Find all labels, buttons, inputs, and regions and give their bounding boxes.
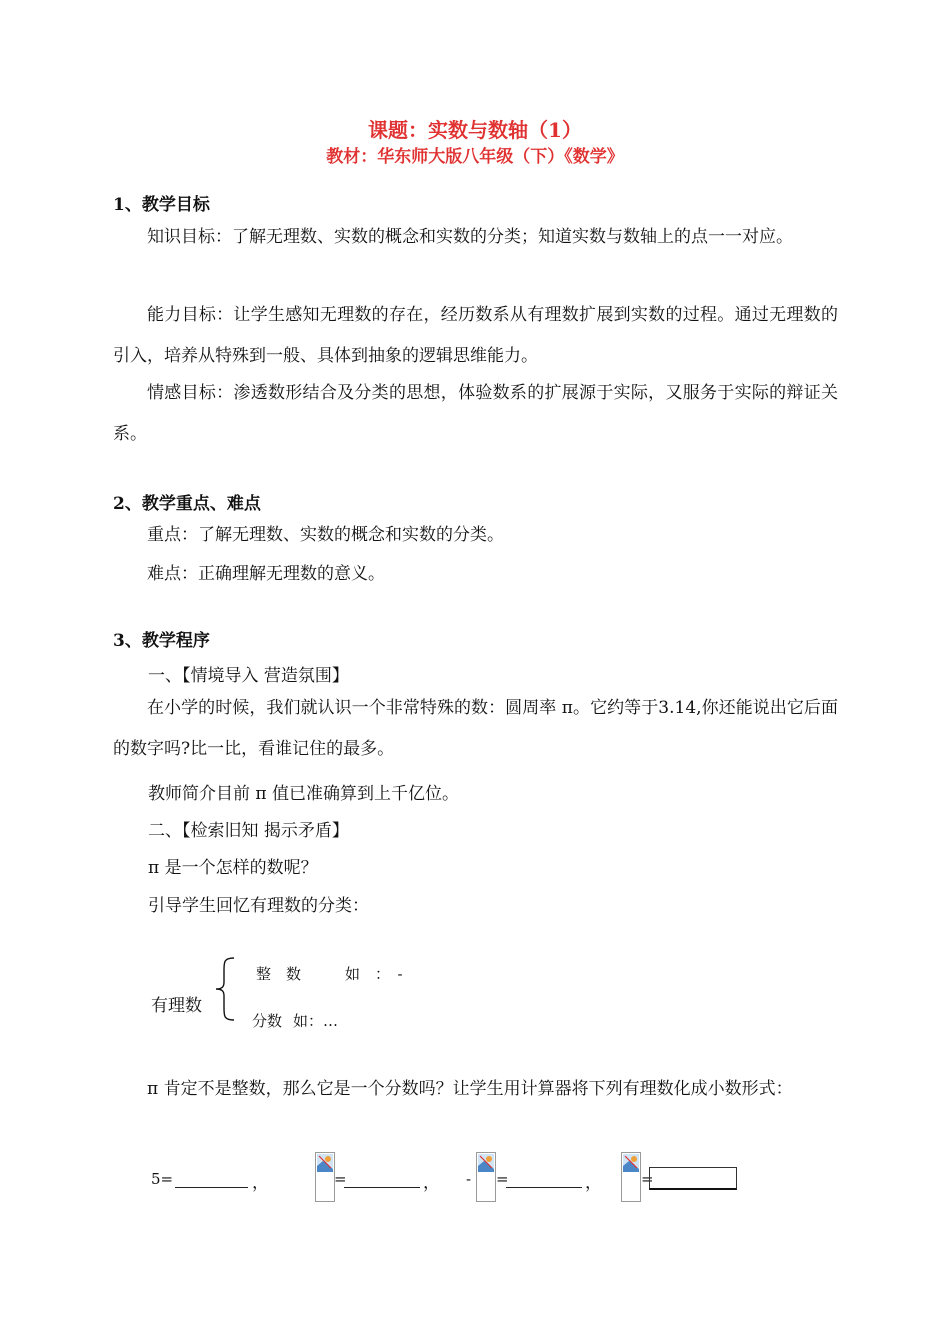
fraction-image-placeholder — [621, 1152, 641, 1202]
answer-blank[interactable] — [175, 1187, 248, 1188]
minus-sign: - — [466, 1170, 472, 1188]
comma: ， — [252, 1173, 269, 1193]
exercise-item-1: 5= — [151, 1170, 174, 1188]
section-heading-keypoints: 2、教学重点、难点 — [113, 494, 261, 514]
broken-image-icon — [478, 1154, 494, 1172]
paragraph-key-point: 重点：了解无理数、实数的概念和实数的分类。 — [147, 525, 504, 545]
fraction-image-placeholder — [476, 1152, 496, 1202]
broken-image-icon — [317, 1154, 333, 1172]
page-title: 课题：实数与数轴（1） — [368, 118, 582, 142]
page-subtitle: 教材：华东师大版八年级（下）《数学》 — [326, 147, 624, 167]
fraction-example: 如：… — [293, 1012, 339, 1030]
section-heading-procedure: 3、教学程序 — [113, 631, 210, 651]
paragraph-difficulty: 难点：正确理解无理数的意义。 — [147, 564, 385, 584]
comma: ， — [585, 1173, 602, 1193]
answer-blank[interactable] — [344, 1187, 420, 1188]
paragraph-emotion-goal: 情感目标：渗透数形结合及分类的思想，体验数系的扩展源于实际，又服务于实际的辩证关系。 — [113, 383, 838, 444]
step-one-heading: 一、【情境导入 营造氛围】 — [148, 666, 349, 686]
equals-sign: = — [334, 1170, 347, 1188]
broken-image-icon — [623, 1154, 639, 1172]
fraction-label: 分数 — [252, 1012, 283, 1030]
question-pi: π 是一个怎样的数呢？ — [148, 858, 318, 878]
fraction-image-placeholder — [315, 1152, 335, 1202]
answer-box[interactable] — [649, 1167, 737, 1190]
paragraph-ability-goal: 能力目标：让学生感知无理数的存在，经历数系从有理数扩展到实数的过程。通过无理数的引入，培养从特殊到一般、具体到抽象的逻辑思维能力。 — [113, 305, 838, 366]
equals-sign: = — [641, 1170, 654, 1188]
equals-sign: = — [496, 1170, 509, 1188]
section-heading-goals: 1、教学目标 — [113, 195, 210, 215]
paragraph-pi-digits: 教师简介目前 π 值已准确算到上千亿位。 — [148, 784, 459, 804]
rational-number-label: 有理数 — [151, 996, 202, 1016]
integer-example: 如 ： - — [345, 965, 403, 983]
paragraph-recall: 引导学生回忆有理数的分类： — [148, 896, 369, 916]
paragraph-decimal-task: π 肯定不是整数，那么它是一个分数吗？让学生用计算器将下列有理数化成小数形式： — [147, 1079, 793, 1099]
paragraph-pi-intro: 在小学的时候，我们就认识一个非常特殊的数：圆周率 π。它约等于3.14,你还能说出它后面的数字吗?比一比，看谁记住的最多。 — [113, 698, 838, 759]
curly-brace-icon — [212, 956, 238, 1022]
paragraph-knowledge-goal: 知识目标：了解无理数、实数的概念和实数的分类；知道实数与数轴上的点一一对应。 — [147, 227, 793, 247]
comma: ， — [423, 1173, 440, 1193]
answer-blank[interactable] — [506, 1187, 582, 1188]
step-two-heading: 二、【检索旧知 揭示矛盾】 — [148, 821, 349, 841]
integer-label: 整 数 — [256, 965, 302, 983]
